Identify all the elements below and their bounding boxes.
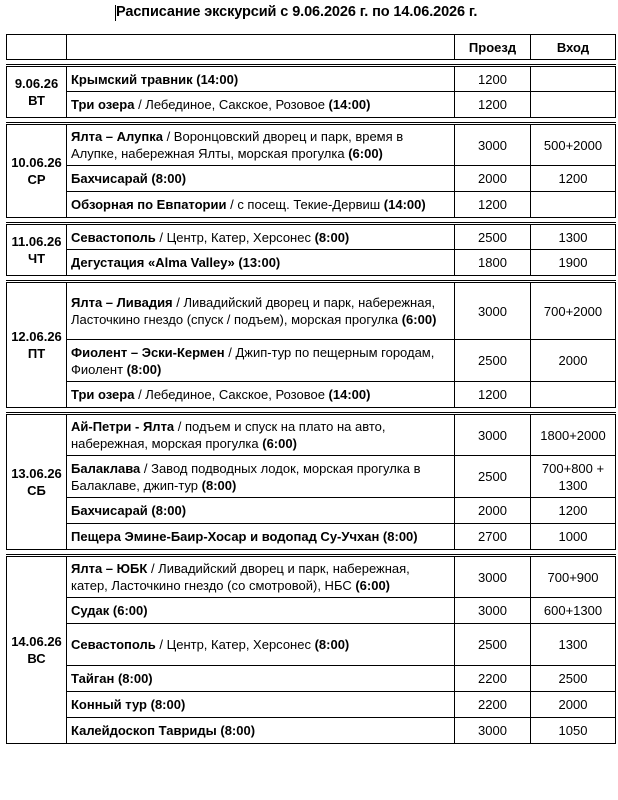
tour-time: (8:00) [314,229,350,245]
entry-cell: 2000 [531,692,616,718]
fare-cell: 2200 [455,692,531,718]
table-row [7,250,616,276]
table-row [7,166,616,192]
tour-description [67,282,455,340]
table-row [7,718,616,744]
tour-description [67,624,455,666]
tour-name: Бахчисарай (8:00) [71,503,187,518]
table-row [7,456,616,498]
table-row [7,498,616,524]
tour-description [67,66,455,92]
fare-cell: 3000 [455,414,531,456]
entry-cell: 700+2000 [531,282,616,340]
day-date: 10.06.26 [11,155,62,170]
tour-details: / Воронцовский дворец и парк, время в Алупке, набережная Ялты, морская прогулка [71,129,404,161]
tour-name: Балаклава [71,460,141,476]
tour-time: (6:00) [348,146,383,161]
tour-description [67,718,455,744]
entry-cell: 1050 [531,718,616,744]
entry-cell: 1300 [531,624,616,666]
fare-cell: 2500 [455,624,531,666]
entry-cell: 1900 [531,250,616,276]
day-weekday: СБ [27,483,46,498]
entry-cell: 2500 [531,666,616,692]
tour-description [67,556,455,598]
tour-description [67,498,455,524]
table-row [7,382,616,408]
day-weekday: ВС [27,651,46,666]
tour-name: Калейдоскоп Тавриды [71,723,217,738]
fare-cell: 2700 [455,524,531,550]
header-empty [7,35,67,60]
tour-time: (8:00) [314,637,350,652]
tour-time: (13:00) [238,255,281,270]
tour-name: Крымский травник (14:00) [71,71,239,87]
table-row [7,692,616,718]
day-weekday: СР [27,172,46,187]
table-row [7,124,616,166]
table-row [7,92,616,118]
tour-time: (8:00) [150,697,186,712]
fare-cell: 3000 [455,282,531,340]
tour-name: Ялта – Ливадия [71,295,173,310]
table-row [7,340,616,382]
tour-time: (14:00) [328,97,371,112]
day-cell [7,124,67,218]
entry-cell [531,192,616,218]
tour-name: Ялта – Алупка [71,129,163,144]
tour-time: (8:00) [126,361,162,377]
tour-name: Обзорная по Евпатории [71,197,227,212]
header-fare: Проезд [455,35,531,60]
schedule-body [7,60,616,744]
entry-cell [531,382,616,408]
fare-cell: 2500 [455,340,531,382]
tour-name: Ялта – ЮБК [71,561,148,576]
tour-description [67,250,455,276]
header-empty [67,35,455,60]
tour-name: Тайган (8:00) [71,671,153,686]
tour-description [67,524,455,550]
entry-cell: 500+2000 [531,124,616,166]
day-date: 9.06.26 [14,76,59,91]
header-row [7,35,616,60]
fare-cell: 1200 [455,92,531,118]
day-cell [7,556,67,744]
tour-details: / Ливадийский дворец и парк, набережная, катер, Ласточкино гнездо (со смотровой), НБС [71,561,410,593]
fare-cell: 1800 [455,250,531,276]
day-weekday: ВТ [28,93,45,108]
day-date: 12.06.26 [11,329,62,344]
tour-details: / Лебединое, Сакское, Розовое [134,97,329,112]
table-row [7,524,616,550]
tour-description [67,414,455,456]
entry-cell [531,66,616,92]
tour-time: (6:00) [355,578,391,593]
entry-cell: 1200 [531,498,616,524]
fare-cell: 2500 [455,456,531,498]
day-weekday: ЧТ [27,251,46,266]
tour-name: Ай-Петри - Ялта [71,419,175,434]
tour-time: (6:00) [262,436,297,451]
tour-details: / Завод подводных лодок, морская прогулка в Балаклаве, джип-тур [71,460,421,493]
tour-details: / Ливадийский дворец и парк, набережная, Ласточкино гнездо (спуск / подъем), морская прогулка [71,295,436,327]
tour-name: Конный тур [71,697,147,712]
tour-description [67,224,455,250]
table-row [7,666,616,692]
table-row [7,556,616,598]
tour-name: Дегустация «Alma Valley» [71,255,235,270]
tour-details: / Центр, Катер, Херсонес [155,637,315,652]
tour-details: / с посещ. Текие-Дервиш [226,197,384,212]
tour-details: / Центр, Катер, Херсонес [155,229,315,245]
table-row [7,66,616,92]
entry-cell: 1000 [531,524,616,550]
entry-cell [531,92,616,118]
header-entry: Вход [531,35,616,60]
tour-description [67,340,455,382]
table-row [7,192,616,218]
tour-description [67,192,455,218]
fare-cell: 2500 [455,224,531,250]
schedule-table [6,34,616,744]
day-date: 13.06.26 [11,466,62,481]
fare-cell: 3000 [455,598,531,624]
day-cell [7,414,67,550]
page-title: Расписание экскурсий с 9.06.2026 г. по 14.06.2026 г. [116,4,478,20]
tour-description [67,382,455,408]
tour-description [67,692,455,718]
tour-name: Три озера [71,97,135,112]
table-row [7,224,616,250]
tour-name: Три озера [71,387,135,402]
tour-description [67,666,455,692]
entry-cell: 1200 [531,166,616,192]
entry-cell: 700+800 + 1300 [531,456,616,498]
fare-cell: 3000 [455,556,531,598]
tour-time: (6:00) [401,312,437,327]
day-cell [7,224,67,276]
entry-cell: 1800+2000 [531,414,616,456]
fare-cell: 1200 [455,66,531,92]
tour-details: / Джип-тур по пещерным городам, Фиолент [71,344,435,377]
tour-details: / Лебединое, Сакское, Розовое [134,387,329,402]
table-row [7,598,616,624]
tour-name: Севастополь [71,229,156,245]
tour-details: / подъем и спуск на плато на авто, набережная, морская прогулка [71,419,386,451]
table-row [7,414,616,456]
day-weekday: ПТ [27,346,46,361]
tour-name: Судак (6:00) [71,603,148,618]
fare-cell: 3000 [455,124,531,166]
entry-cell: 700+900 [531,556,616,598]
day-cell [7,66,67,118]
tour-name: Бахчисарай (8:00) [71,171,187,186]
entry-cell: 600+1300 [531,598,616,624]
tour-description [67,92,455,118]
fare-cell: 1200 [455,382,531,408]
tour-description [67,166,455,192]
tour-name: Фиолент – Эски-Кермен [71,344,225,360]
fare-cell: 2200 [455,666,531,692]
fare-cell: 3000 [455,718,531,744]
tour-time: (8:00) [201,477,237,493]
table-row [7,624,616,666]
tour-description [67,456,455,498]
tour-description [67,124,455,166]
day-cell [7,282,67,408]
fare-cell: 2000 [455,498,531,524]
tour-time: (14:00) [383,197,426,212]
tour-description [67,598,455,624]
table-row [7,282,616,340]
tour-name: Севастополь [71,637,156,652]
tour-time: (8:00) [220,723,256,738]
entry-cell: 1300 [531,224,616,250]
day-date: 11.06.26 [11,234,62,249]
tour-time: (14:00) [328,387,371,402]
entry-cell: 2000 [531,340,616,382]
day-date: 14.06.26 [11,634,62,649]
tour-name: Пещера Эмине-Баир-Хосар и водопад Су-Учхан (8:00) [71,529,418,544]
fare-cell: 1200 [455,192,531,218]
fare-cell: 2000 [455,166,531,192]
